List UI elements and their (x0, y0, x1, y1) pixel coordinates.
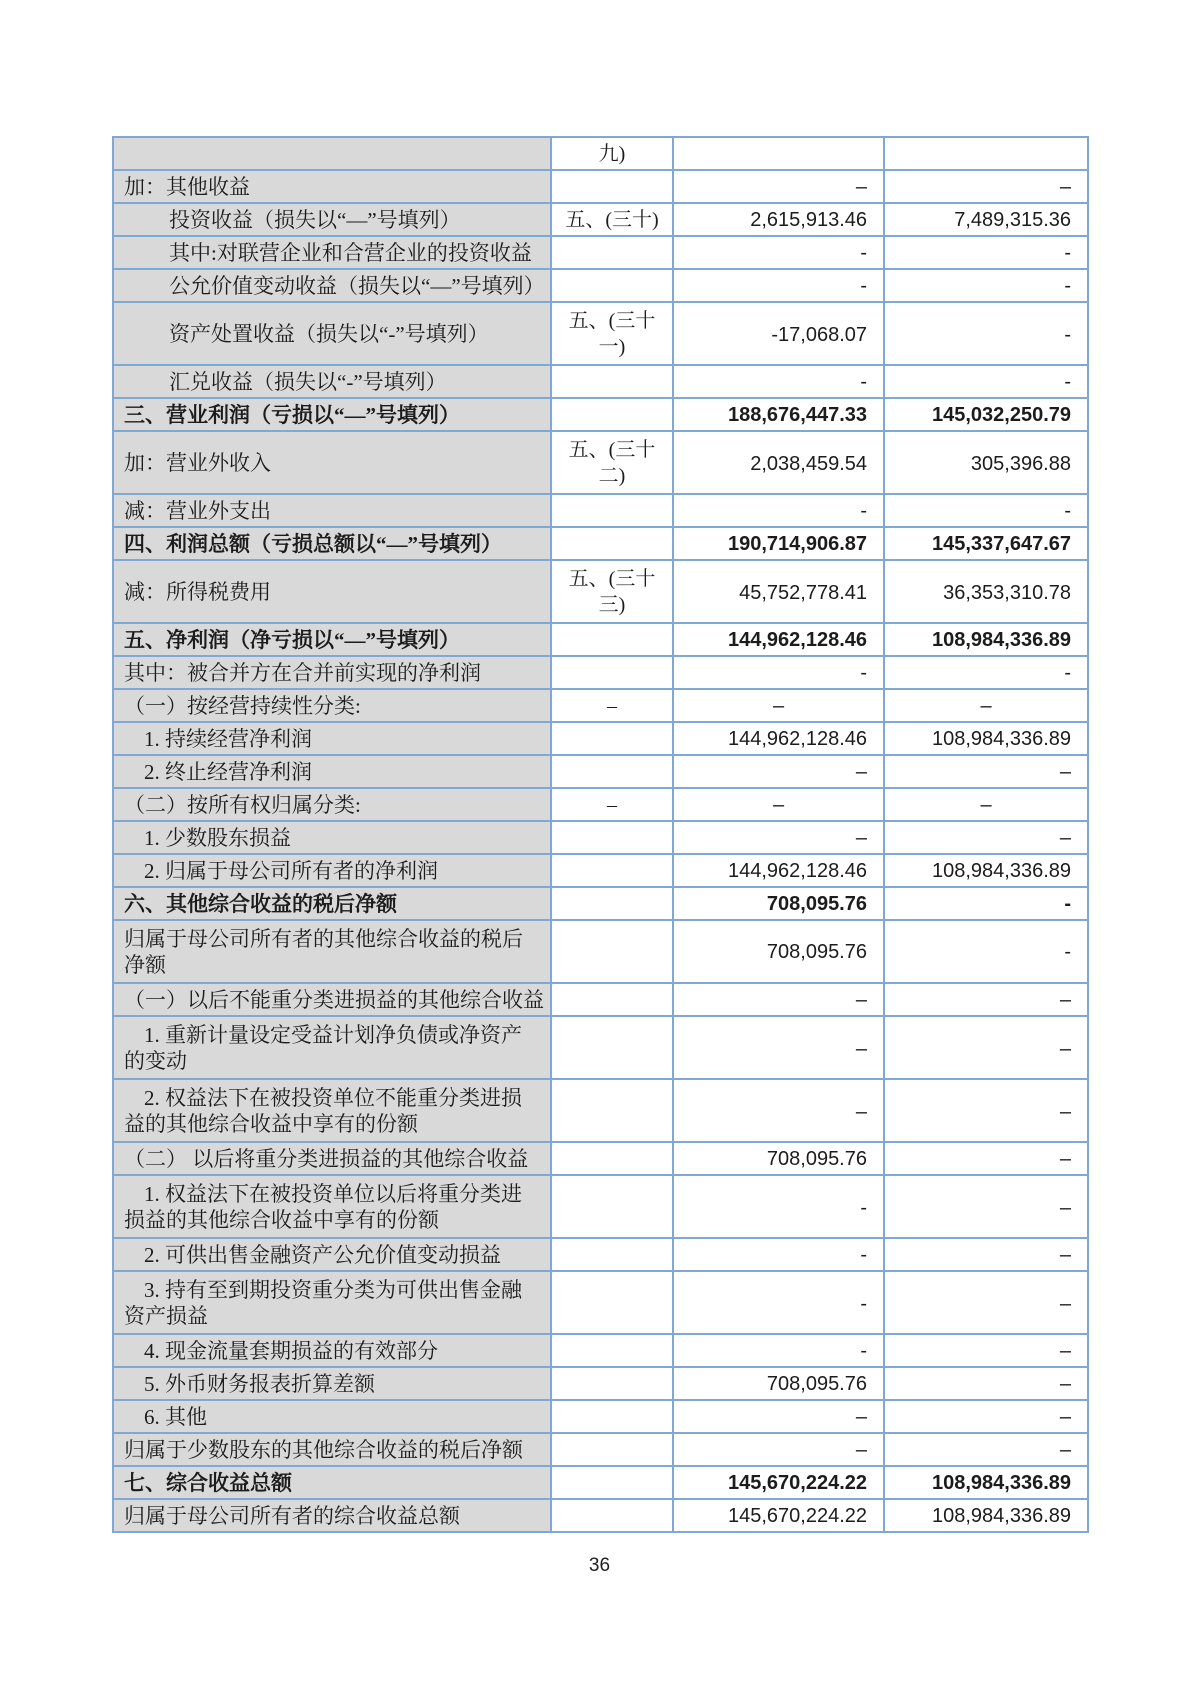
table-row (113, 854, 1088, 887)
item-label-cell: 四、利润总额（亏损总额以“—”号填列） (113, 527, 551, 560)
table-row (113, 1400, 1088, 1433)
prior-period-value-cell: - (884, 365, 1088, 398)
current-period-value-cell: – (673, 821, 884, 854)
note-cell (551, 887, 673, 920)
note-cell (551, 1334, 673, 1367)
current-period-value-cell: - (673, 1334, 884, 1367)
table-row (113, 1499, 1088, 1532)
current-period-value-cell: - (673, 365, 884, 398)
item-label-cell: 投资收益（损失以“—”号填列） (113, 203, 551, 236)
table-row (113, 1433, 1088, 1466)
current-period-value-cell: 2,038,459.54 (673, 431, 884, 494)
note-cell (551, 365, 673, 398)
item-label-cell: 1. 重新计量设定受益计划净负债或净资产的变动 (113, 1016, 551, 1079)
income-statement-table (112, 136, 1089, 1533)
item-label-cell: 其中:对联营企业和合营企业的投资收益 (113, 236, 551, 269)
table-row (113, 623, 1088, 656)
note-cell (551, 920, 673, 983)
item-label-cell: （一）以后不能重分类进损益的其他综合收益 (113, 983, 551, 1016)
prior-period-value-cell: – (884, 170, 1088, 203)
note-cell (551, 1142, 673, 1175)
item-label-cell: 归属于母公司所有者的其他综合收益的税后净额 (113, 920, 551, 983)
table-row (113, 203, 1088, 236)
current-period-value-cell: 144,962,128.46 (673, 623, 884, 656)
table-row (113, 1175, 1088, 1238)
table-row (113, 983, 1088, 1016)
table-row (113, 302, 1088, 365)
item-label-cell: 加：其他收益 (113, 170, 551, 203)
prior-period-value-cell: - (884, 236, 1088, 269)
item-label-cell: 减：营业外支出 (113, 494, 551, 527)
prior-period-value-cell: – (884, 983, 1088, 1016)
page-number: 36 (588, 1555, 611, 1576)
item-label-cell: 1. 持续经营净利润 (113, 722, 551, 755)
prior-period-value-cell: – (884, 1367, 1088, 1400)
current-period-value-cell: – (673, 788, 884, 821)
item-label-cell: （二）按所有权归属分类: (113, 788, 551, 821)
table-row (113, 269, 1088, 302)
note-cell: 九) (551, 137, 673, 170)
prior-period-value-cell: - (884, 302, 1088, 365)
note-cell (551, 1238, 673, 1271)
table-row (113, 1142, 1088, 1175)
table-row (113, 656, 1088, 689)
current-period-value-cell: 144,962,128.46 (673, 854, 884, 887)
prior-period-value-cell: 145,032,250.79 (884, 398, 1088, 431)
note-cell (551, 1499, 673, 1532)
item-label-cell: 三、营业利润（亏损以“—”号填列） (113, 398, 551, 431)
current-period-value-cell: 190,714,906.87 (673, 527, 884, 560)
current-period-value-cell: – (673, 1400, 884, 1433)
item-label-cell: 加：营业外收入 (113, 431, 551, 494)
prior-period-value-cell: - (884, 920, 1088, 983)
prior-period-value-cell: – (884, 1271, 1088, 1334)
item-label-cell: （一）按经营持续性分类: (113, 689, 551, 722)
current-period-value-cell: – (673, 689, 884, 722)
note-cell (551, 1367, 673, 1400)
note-cell (551, 1175, 673, 1238)
current-period-value-cell: 144,962,128.46 (673, 722, 884, 755)
current-period-value-cell: 145,670,224.22 (673, 1499, 884, 1532)
note-cell (551, 527, 673, 560)
table-row (113, 494, 1088, 527)
prior-period-value-cell: 145,337,647.67 (884, 527, 1088, 560)
item-label-cell: 归属于母公司所有者的综合收益总额 (113, 1499, 551, 1532)
note-cell (551, 269, 673, 302)
item-label-cell: 六、其他综合收益的税后净额 (113, 887, 551, 920)
table-row (113, 722, 1088, 755)
table-row (113, 1466, 1088, 1499)
current-period-value-cell: -17,068.07 (673, 302, 884, 365)
note-cell (551, 656, 673, 689)
item-label-cell: 公允价值变动收益（损失以“—”号填列） (113, 269, 551, 302)
note-cell (551, 623, 673, 656)
item-label-cell: 资产处置收益（损失以“-”号填列） (113, 302, 551, 365)
current-period-value-cell: – (673, 1016, 884, 1079)
note-cell (551, 1016, 673, 1079)
prior-period-value-cell (884, 137, 1088, 170)
current-period-value-cell: - (673, 269, 884, 302)
item-label-cell: 七、综合收益总额 (113, 1466, 551, 1499)
note-cell (551, 755, 673, 788)
current-period-value-cell: 45,752,778.41 (673, 560, 884, 623)
current-period-value-cell: 708,095.76 (673, 1367, 884, 1400)
table-row (113, 398, 1088, 431)
current-period-value-cell: - (673, 1175, 884, 1238)
item-label-cell: 2. 终止经营净利润 (113, 755, 551, 788)
current-period-value-cell: – (673, 983, 884, 1016)
item-label-cell (113, 137, 551, 170)
note-cell (551, 1079, 673, 1142)
prior-period-value-cell: 108,984,336.89 (884, 854, 1088, 887)
prior-period-value-cell: – (884, 1400, 1088, 1433)
table-row (113, 560, 1088, 623)
note-cell (551, 821, 673, 854)
item-label-cell: 五、净利润（净亏损以“—”号填列） (113, 623, 551, 656)
prior-period-value-cell: – (884, 1142, 1088, 1175)
table-row (113, 1334, 1088, 1367)
table-row (113, 755, 1088, 788)
prior-period-value-cell: – (884, 689, 1088, 722)
current-period-value-cell: - (673, 1271, 884, 1334)
prior-period-value-cell: - (884, 656, 1088, 689)
item-label-cell: （二） 以后将重分类进损益的其他综合收益 (113, 1142, 551, 1175)
table-row (113, 1238, 1088, 1271)
prior-period-value-cell: – (884, 1016, 1088, 1079)
table-row (113, 431, 1088, 494)
prior-period-value-cell: – (884, 1079, 1088, 1142)
item-label-cell: 1. 少数股东损益 (113, 821, 551, 854)
item-label-cell: 2. 权益法下在被投资单位不能重分类进损益的其他综合收益中享有的份额 (113, 1079, 551, 1142)
prior-period-value-cell: - (884, 494, 1088, 527)
table-row (113, 137, 1088, 170)
note-cell (551, 236, 673, 269)
prior-period-value-cell: 108,984,336.89 (884, 1466, 1088, 1499)
note-cell (551, 398, 673, 431)
table-row (113, 365, 1088, 398)
note-cell: 五、(三十三) (551, 560, 673, 623)
current-period-value-cell: 2,615,913.46 (673, 203, 884, 236)
current-period-value-cell: – (673, 170, 884, 203)
item-label-cell: 5. 外币财务报表折算差额 (113, 1367, 551, 1400)
item-label-cell: 6. 其他 (113, 1400, 551, 1433)
table-row (113, 527, 1088, 560)
current-period-value-cell: 708,095.76 (673, 920, 884, 983)
note-cell (551, 983, 673, 1016)
table-row (113, 1271, 1088, 1334)
table-row (113, 887, 1088, 920)
item-label-cell: 1. 权益法下在被投资单位以后将重分类进损益的其他综合收益中享有的份额 (113, 1175, 551, 1238)
table-row (113, 1367, 1088, 1400)
current-period-value-cell: 708,095.76 (673, 1142, 884, 1175)
current-period-value-cell (673, 137, 884, 170)
item-label-cell: 归属于少数股东的其他综合收益的税后净额 (113, 1433, 551, 1466)
current-period-value-cell: 188,676,447.33 (673, 398, 884, 431)
prior-period-value-cell: 108,984,336.89 (884, 722, 1088, 755)
current-period-value-cell: - (673, 494, 884, 527)
current-period-value-cell: 708,095.76 (673, 887, 884, 920)
table-row (113, 821, 1088, 854)
table-row (113, 236, 1088, 269)
note-cell (551, 1433, 673, 1466)
note-cell (551, 854, 673, 887)
current-period-value-cell: - (673, 656, 884, 689)
current-period-value-cell: - (673, 1238, 884, 1271)
note-cell: – (551, 689, 673, 722)
item-label-cell: 2. 可供出售金融资产公允价值变动损益 (113, 1238, 551, 1271)
table-row (113, 689, 1088, 722)
note-cell (551, 1466, 673, 1499)
table-row (113, 1079, 1088, 1142)
current-period-value-cell: – (673, 755, 884, 788)
table-row (113, 920, 1088, 983)
prior-period-value-cell: - (884, 269, 1088, 302)
prior-period-value-cell: – (884, 755, 1088, 788)
prior-period-value-cell: 108,984,336.89 (884, 1499, 1088, 1532)
item-label-cell: 4. 现金流量套期损益的有效部分 (113, 1334, 551, 1367)
note-cell (551, 494, 673, 527)
table-row (113, 1016, 1088, 1079)
item-label-cell: 减：所得税费用 (113, 560, 551, 623)
note-cell: 五、(三十) (551, 203, 673, 236)
prior-period-value-cell: 7,489,315.36 (884, 203, 1088, 236)
note-cell: 五、(三十二) (551, 431, 673, 494)
prior-period-value-cell: - (884, 887, 1088, 920)
prior-period-value-cell: – (884, 1334, 1088, 1367)
note-cell (551, 1271, 673, 1334)
current-period-value-cell: – (673, 1079, 884, 1142)
prior-period-value-cell: 305,396.88 (884, 431, 1088, 494)
prior-period-value-cell: – (884, 1433, 1088, 1466)
income-statement-sheet (112, 136, 1087, 1577)
table-row (113, 788, 1088, 821)
item-label-cell: 2. 归属于母公司所有者的净利润 (113, 854, 551, 887)
note-cell: 五、(三十一) (551, 302, 673, 365)
prior-period-value-cell: – (884, 1238, 1088, 1271)
note-cell (551, 1400, 673, 1433)
item-label-cell: 其中：被合并方在合并前实现的净利润 (113, 656, 551, 689)
prior-period-value-cell: 108,984,336.89 (884, 623, 1088, 656)
table-body (113, 137, 1088, 1532)
item-label-cell: 汇兑收益（损失以“-”号填列） (113, 365, 551, 398)
table-row (113, 170, 1088, 203)
note-cell: – (551, 788, 673, 821)
current-period-value-cell: 145,670,224.22 (673, 1466, 884, 1499)
note-cell (551, 722, 673, 755)
prior-period-value-cell: – (884, 821, 1088, 854)
item-label-cell: 3. 持有至到期投资重分类为可供出售金融资产损益 (113, 1271, 551, 1334)
current-period-value-cell: - (673, 236, 884, 269)
prior-period-value-cell: – (884, 788, 1088, 821)
note-cell (551, 170, 673, 203)
prior-period-value-cell: 36,353,310.78 (884, 560, 1088, 623)
prior-period-value-cell: – (884, 1175, 1088, 1238)
current-period-value-cell: – (673, 1433, 884, 1466)
